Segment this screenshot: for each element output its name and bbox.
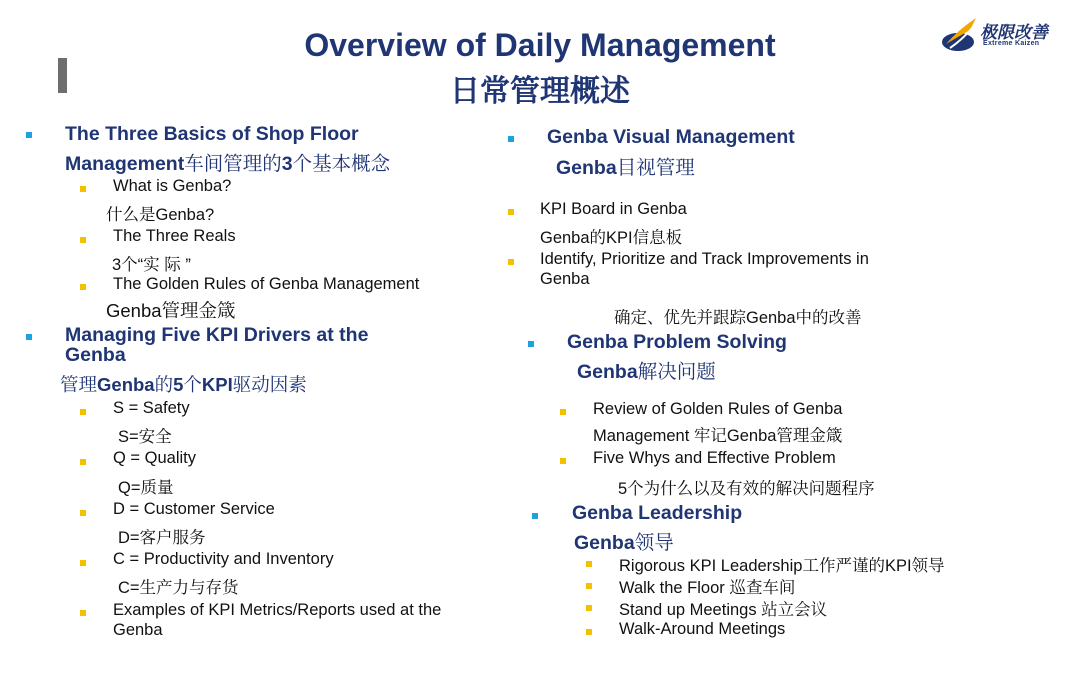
list-item: What is Genba?: [113, 177, 232, 195]
section-bullet: [26, 334, 32, 340]
heading-en: Genba: [577, 361, 638, 383]
list-item-translation: 什么是Genba?: [106, 206, 215, 224]
page-title-chinese: 日常管理概述: [450, 75, 630, 108]
list-item: C = Productivity and Inventory: [113, 550, 334, 568]
list-bullet: [586, 605, 592, 611]
sub-zh: 个: [183, 374, 202, 395]
list-bullet: [80, 409, 86, 415]
list-bullet: [586, 561, 592, 567]
section-heading-line2: [65, 148, 390, 176]
list-bullet: [586, 583, 592, 589]
list-item: S = Safety: [113, 399, 190, 417]
list-bullet: [560, 409, 566, 415]
list-item: Examples of KPI Metrics/Reports used at the: [113, 601, 442, 619]
list-item-continuation: Management 牢记Genba管理金箴: [593, 427, 843, 445]
list-bullet: [80, 237, 86, 243]
section-bullet: [532, 513, 538, 519]
list-item-translation: S=安全: [118, 428, 172, 446]
heading-zh: 解决问题: [637, 361, 716, 383]
section-heading-line2: [577, 356, 716, 384]
heading-zh: 车间管理的: [184, 153, 282, 175]
list-item-translation: Genba的KPI信息板: [540, 229, 683, 247]
list-item-translation: 确定、优先并跟踪Genba中的改善: [614, 309, 862, 327]
list-item-translation: Q=质量: [118, 479, 174, 497]
list-item-translation: 5个为什么以及有效的解决问题程序: [618, 480, 875, 498]
list-bullet: [508, 209, 514, 215]
sub-en: Genba: [97, 374, 155, 395]
sub-zh: 管理: [60, 374, 98, 395]
sub-en: 5: [173, 374, 184, 395]
list-item-continuation: Genba: [540, 270, 590, 288]
logo-name: 极限改善: [980, 23, 1048, 42]
heading-en: Management: [65, 153, 185, 175]
heading-zh2: 个基本概念: [292, 153, 391, 175]
heading-en: Genba: [556, 157, 617, 179]
list-item: Review of Golden Rules of Genba: [593, 400, 843, 418]
list-bullet: [560, 458, 566, 464]
list-item-continuation: Genba: [113, 621, 163, 639]
list-item: Walk the Floor 巡查车间: [619, 579, 796, 597]
section-heading-line1: Genba Leadership: [572, 502, 743, 524]
sub-zh: 驱动因素: [232, 374, 307, 395]
section-subheading-zh: [60, 371, 307, 397]
heading-en: Genba: [574, 532, 635, 554]
list-bullet: [508, 259, 514, 265]
list-item-translation: C=生产力与存货: [118, 579, 239, 597]
section-bullet: [528, 341, 534, 347]
list-item: Rigorous KPI Leadership工作严谨的KPI领导: [619, 557, 945, 575]
section-heading-line2: [556, 152, 695, 180]
list-item-translation: D=客户服务: [118, 529, 206, 547]
heading-zh: 领导: [634, 532, 674, 554]
list-bullet: [80, 459, 86, 465]
list-bullet: [80, 610, 86, 616]
heading-num: 3: [281, 153, 293, 175]
list-bullet: [80, 284, 86, 290]
list-bullet: [80, 560, 86, 566]
list-bullet: [80, 510, 86, 516]
section-heading-line1: Managing Five KPI Drivers at the: [65, 324, 369, 346]
section-heading-line2: [574, 527, 674, 555]
list-item: Stand up Meetings 站立会议: [619, 601, 828, 619]
sub-zh: 的: [154, 374, 174, 395]
list-item: D = Customer Service: [113, 500, 275, 518]
logo-subtitle: Extreme Kaizen: [983, 40, 1040, 47]
list-bullet: [586, 629, 592, 635]
section-heading-line2: Genba: [65, 344, 126, 366]
list-item-translation: 3个“实 际 ”: [112, 256, 191, 274]
page-title: Overview of Daily Management: [304, 27, 776, 63]
section-bullet: [508, 136, 514, 142]
list-item: Q = Quality: [113, 449, 196, 467]
list-item: Walk-Around Meetings: [619, 620, 786, 638]
section-heading-line1: The Three Basics of Shop Floor: [65, 123, 359, 145]
list-bullet: [80, 186, 86, 192]
section-heading-line1: Genba Problem Solving: [567, 331, 787, 353]
heading-zh: 目视管理: [616, 157, 695, 179]
list-item: Five Whys and Effective Problem: [593, 449, 836, 467]
list-item: The Golden Rules of Genba Management: [113, 275, 420, 293]
section-bullet: [26, 132, 32, 138]
section-heading-line1: Genba Visual Management: [547, 126, 795, 148]
sub-en: KPI: [201, 374, 233, 395]
list-item: KPI Board in Genba: [540, 200, 687, 218]
list-item: The Three Reals: [113, 227, 236, 245]
list-item-translation: Genba管理金箴: [106, 300, 236, 321]
list-item: Identify, Prioritize and Track Improvements in: [540, 250, 869, 268]
side-accent-bar: [58, 58, 67, 93]
